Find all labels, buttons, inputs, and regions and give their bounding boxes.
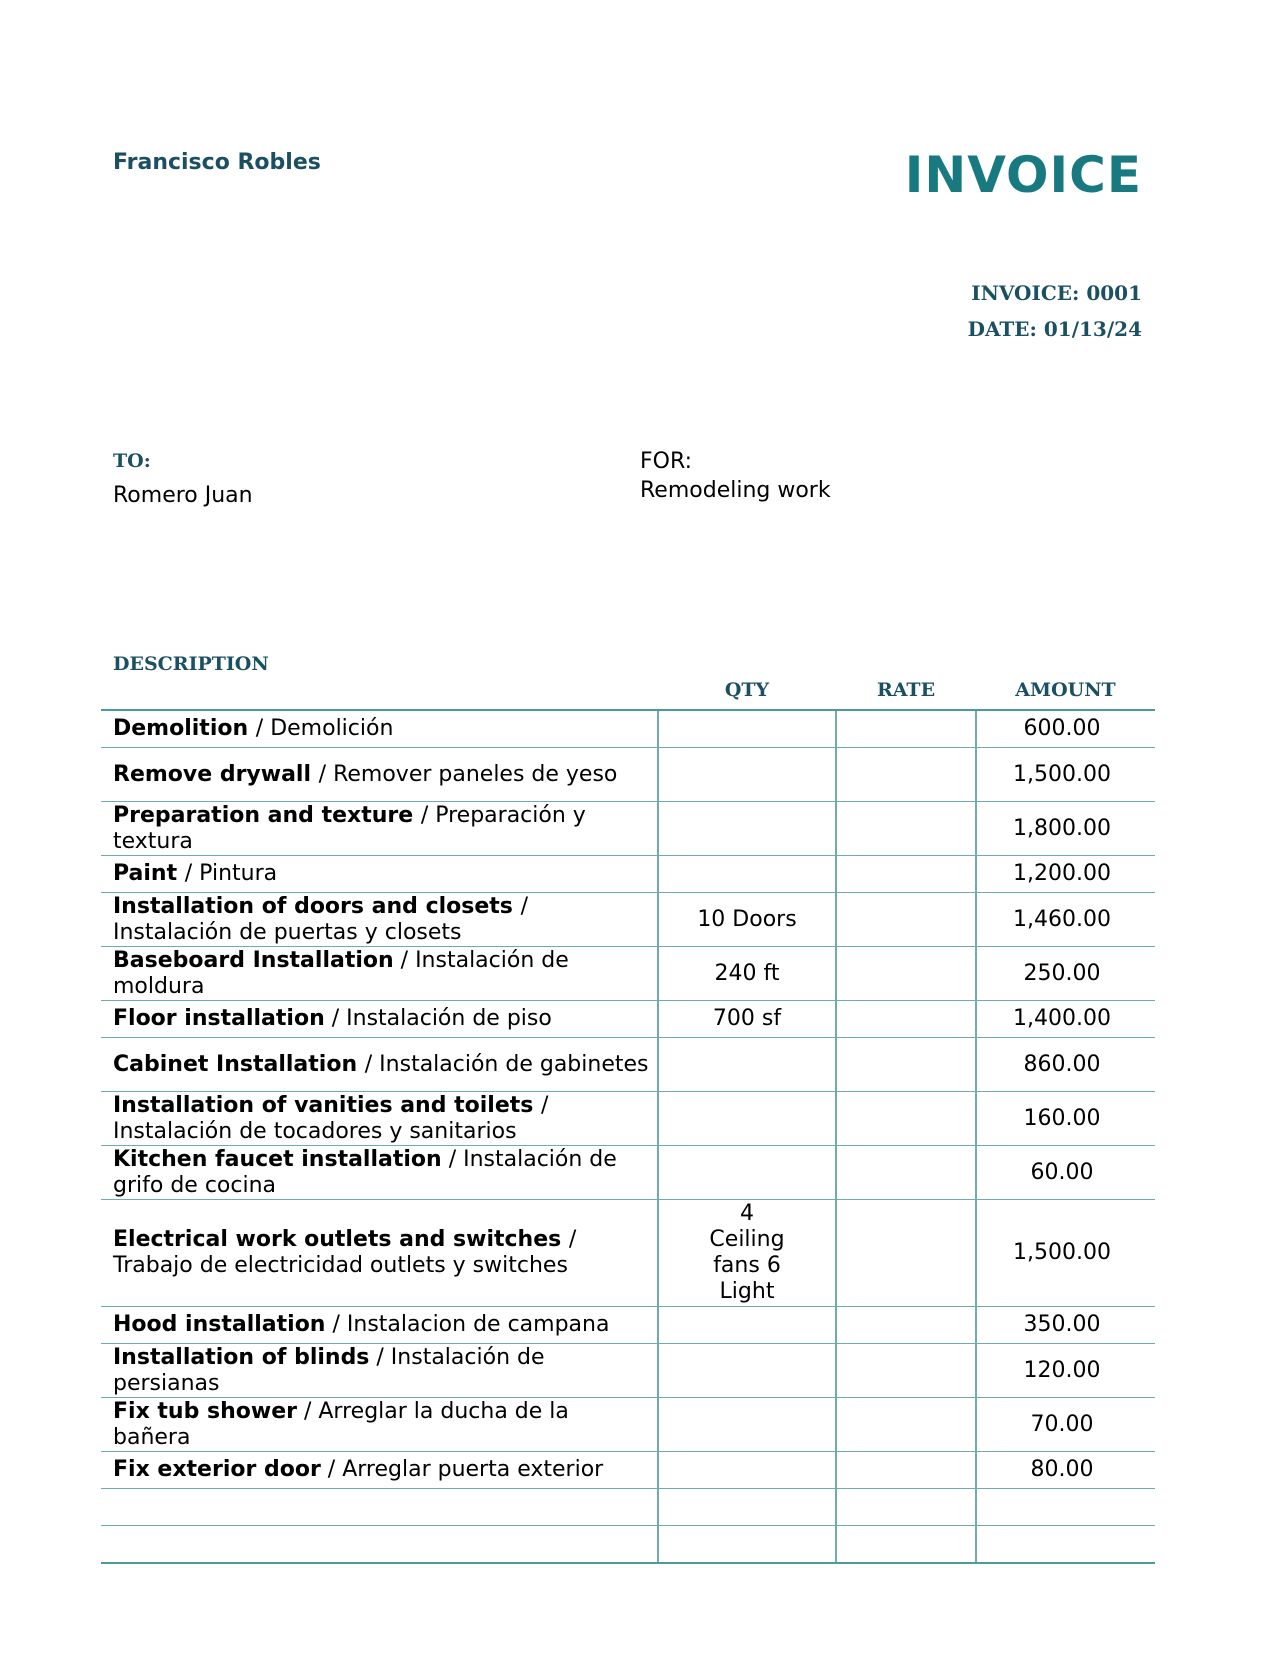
row-description <box>101 947 658 1001</box>
row-qty <box>658 1344 836 1398</box>
row-rate <box>836 1146 976 1200</box>
invoice-number: INVOICE: 0001 <box>971 281 1142 305</box>
row-description-en: Installation of vanities and toilets <box>113 1092 542 1118</box>
row-description <box>101 1146 658 1200</box>
row-qty <box>658 710 836 748</box>
row-description-en: Fix tub shower <box>113 1398 297 1424</box>
row-description <box>101 1452 658 1489</box>
table-row <box>101 1489 1155 1526</box>
row-description-es: / Arreglar la ducha de la bañera <box>113 1398 569 1450</box>
row-description <box>101 1307 658 1344</box>
row-amount: 80.00 <box>976 1452 1155 1489</box>
table-row <box>101 856 1155 893</box>
to-value: Romero Juan <box>113 483 253 508</box>
for-label: FOR: <box>640 449 692 474</box>
row-description <box>101 1344 658 1398</box>
row-description-en: Preparation and texture <box>113 802 421 828</box>
row-qty <box>658 1489 836 1526</box>
table-row <box>101 1344 1155 1398</box>
row-description-es: / Instalacion de campana <box>325 1312 610 1337</box>
row-rate <box>836 947 976 1001</box>
row-amount: 250.00 <box>976 947 1155 1001</box>
row-rate <box>836 1038 976 1092</box>
row-description-en: Floor installation <box>113 1006 325 1031</box>
row-description-es: / Pintura <box>184 861 278 886</box>
row-description-en: Hood installation <box>113 1312 326 1337</box>
row-description <box>101 1200 658 1307</box>
table-row <box>101 1398 1155 1452</box>
row-description-en: Remove drywall <box>113 761 319 787</box>
row-rate <box>836 893 976 947</box>
header-description: DESCRIPTION <box>101 645 658 710</box>
company-name: Francisco Robles <box>113 150 321 175</box>
table-row <box>101 1001 1155 1038</box>
row-amount: 60.00 <box>976 1146 1155 1200</box>
row-rate <box>836 1200 976 1307</box>
row-description <box>101 1489 658 1526</box>
row-qty: 700 sf <box>658 1001 836 1038</box>
table-header-row <box>101 645 1155 710</box>
row-amount: 160.00 <box>976 1092 1155 1146</box>
table-row <box>101 1452 1155 1489</box>
row-rate <box>836 1344 976 1398</box>
row-amount: 350.00 <box>976 1307 1155 1344</box>
row-qty <box>658 1452 836 1489</box>
table-row <box>101 947 1155 1001</box>
row-amount: 1,500.00 <box>976 1200 1155 1307</box>
row-amount: 1,800.00 <box>976 802 1155 856</box>
row-amount: 600.00 <box>976 710 1155 748</box>
table-row <box>101 1200 1155 1307</box>
row-amount: 70.00 <box>976 1398 1155 1452</box>
row-rate <box>836 1526 976 1564</box>
row-description <box>101 710 658 748</box>
row-rate <box>836 1398 976 1452</box>
row-description <box>101 748 658 802</box>
row-rate <box>836 1307 976 1344</box>
table-row <box>101 893 1155 947</box>
row-description-es: / Instalación de tocadores y sanitarios <box>113 1092 549 1144</box>
row-description <box>101 1001 658 1038</box>
row-description-es: / Instalación de piso <box>324 1006 552 1031</box>
table-row <box>101 1146 1155 1200</box>
row-description-es: / Remover paneles de yeso <box>318 761 618 787</box>
row-description <box>101 856 658 893</box>
row-description <box>101 802 658 856</box>
row-rate <box>836 1001 976 1038</box>
for-value: Remodeling work <box>640 478 831 503</box>
row-amount: 120.00 <box>976 1344 1155 1398</box>
row-description-es: / Preparación y textura <box>113 802 586 854</box>
row-description-en: Cabinet Installation <box>113 1051 365 1077</box>
row-qty <box>658 1038 836 1092</box>
row-rate <box>836 710 976 748</box>
table-row <box>101 1526 1155 1564</box>
row-qty <box>658 1092 836 1146</box>
row-qty <box>658 856 836 893</box>
to-label: TO: <box>113 450 151 472</box>
table-row <box>101 748 1155 802</box>
row-description-en: Fix exterior door <box>113 1457 321 1482</box>
table-row <box>101 1038 1155 1092</box>
row-rate <box>836 856 976 893</box>
row-qty <box>658 1146 836 1200</box>
row-description <box>101 1398 658 1452</box>
row-description-es: / Instalación de gabinetes <box>364 1051 649 1077</box>
row-description-en: Paint <box>113 861 185 886</box>
row-description-en: Electrical work outlets and switches <box>113 1227 569 1252</box>
table-row <box>101 1092 1155 1146</box>
row-amount: 1,500.00 <box>976 748 1155 802</box>
header-rate: RATE <box>836 645 976 710</box>
row-description-en: Kitchen faucet installation <box>113 1146 442 1172</box>
row-amount <box>976 1526 1155 1564</box>
row-description <box>101 893 658 947</box>
header-qty: QTY <box>658 645 836 710</box>
row-description-en: Demolition <box>113 716 256 741</box>
row-description-es: / Demolición <box>255 716 394 741</box>
row-rate <box>836 1452 976 1489</box>
row-description-es: / Instalación de moldura <box>113 947 569 999</box>
row-amount <box>976 1489 1155 1526</box>
invoice-date: DATE: 01/13/24 <box>967 317 1142 341</box>
row-rate <box>836 1489 976 1526</box>
row-qty <box>658 802 836 856</box>
row-qty: 10 Doors <box>658 893 836 947</box>
row-description <box>101 1092 658 1146</box>
row-description-es: / Instalación de puertas y closets <box>113 893 528 945</box>
invoice-title: INVOICE <box>904 146 1142 204</box>
row-description-en: Baseboard Installation <box>113 947 394 973</box>
row-rate <box>836 748 976 802</box>
table-row <box>101 710 1155 748</box>
row-amount: 860.00 <box>976 1038 1155 1092</box>
row-qty <box>658 1398 836 1452</box>
line-items-table <box>101 645 1155 1564</box>
row-qty <box>658 1526 836 1564</box>
row-description <box>101 1038 658 1092</box>
header-amount: AMOUNT <box>976 645 1155 710</box>
row-description-es: / Instalación de persianas <box>113 1344 545 1396</box>
row-description-es: / Instalación de grifo de cocina <box>113 1146 617 1198</box>
row-description-en: Installation of doors and closets <box>113 893 521 919</box>
row-description <box>101 1526 658 1564</box>
row-amount: 1,460.00 <box>976 893 1155 947</box>
row-amount: 1,200.00 <box>976 856 1155 893</box>
row-qty: 240 ft <box>658 947 836 1001</box>
row-description-es: / Trabajo de electricidad outlets y switches <box>113 1227 577 1278</box>
row-qty <box>658 748 836 802</box>
table-row <box>101 1307 1155 1344</box>
row-rate <box>836 1092 976 1146</box>
row-description-en: Installation of blinds <box>113 1344 370 1370</box>
row-amount: 1,400.00 <box>976 1001 1155 1038</box>
table-row <box>101 802 1155 856</box>
row-qty: 4 Ceiling fans 6 Light <box>658 1200 836 1307</box>
row-qty <box>658 1307 836 1344</box>
row-description-es: / Arreglar puerta exterior <box>320 1457 604 1482</box>
row-rate <box>836 802 976 856</box>
